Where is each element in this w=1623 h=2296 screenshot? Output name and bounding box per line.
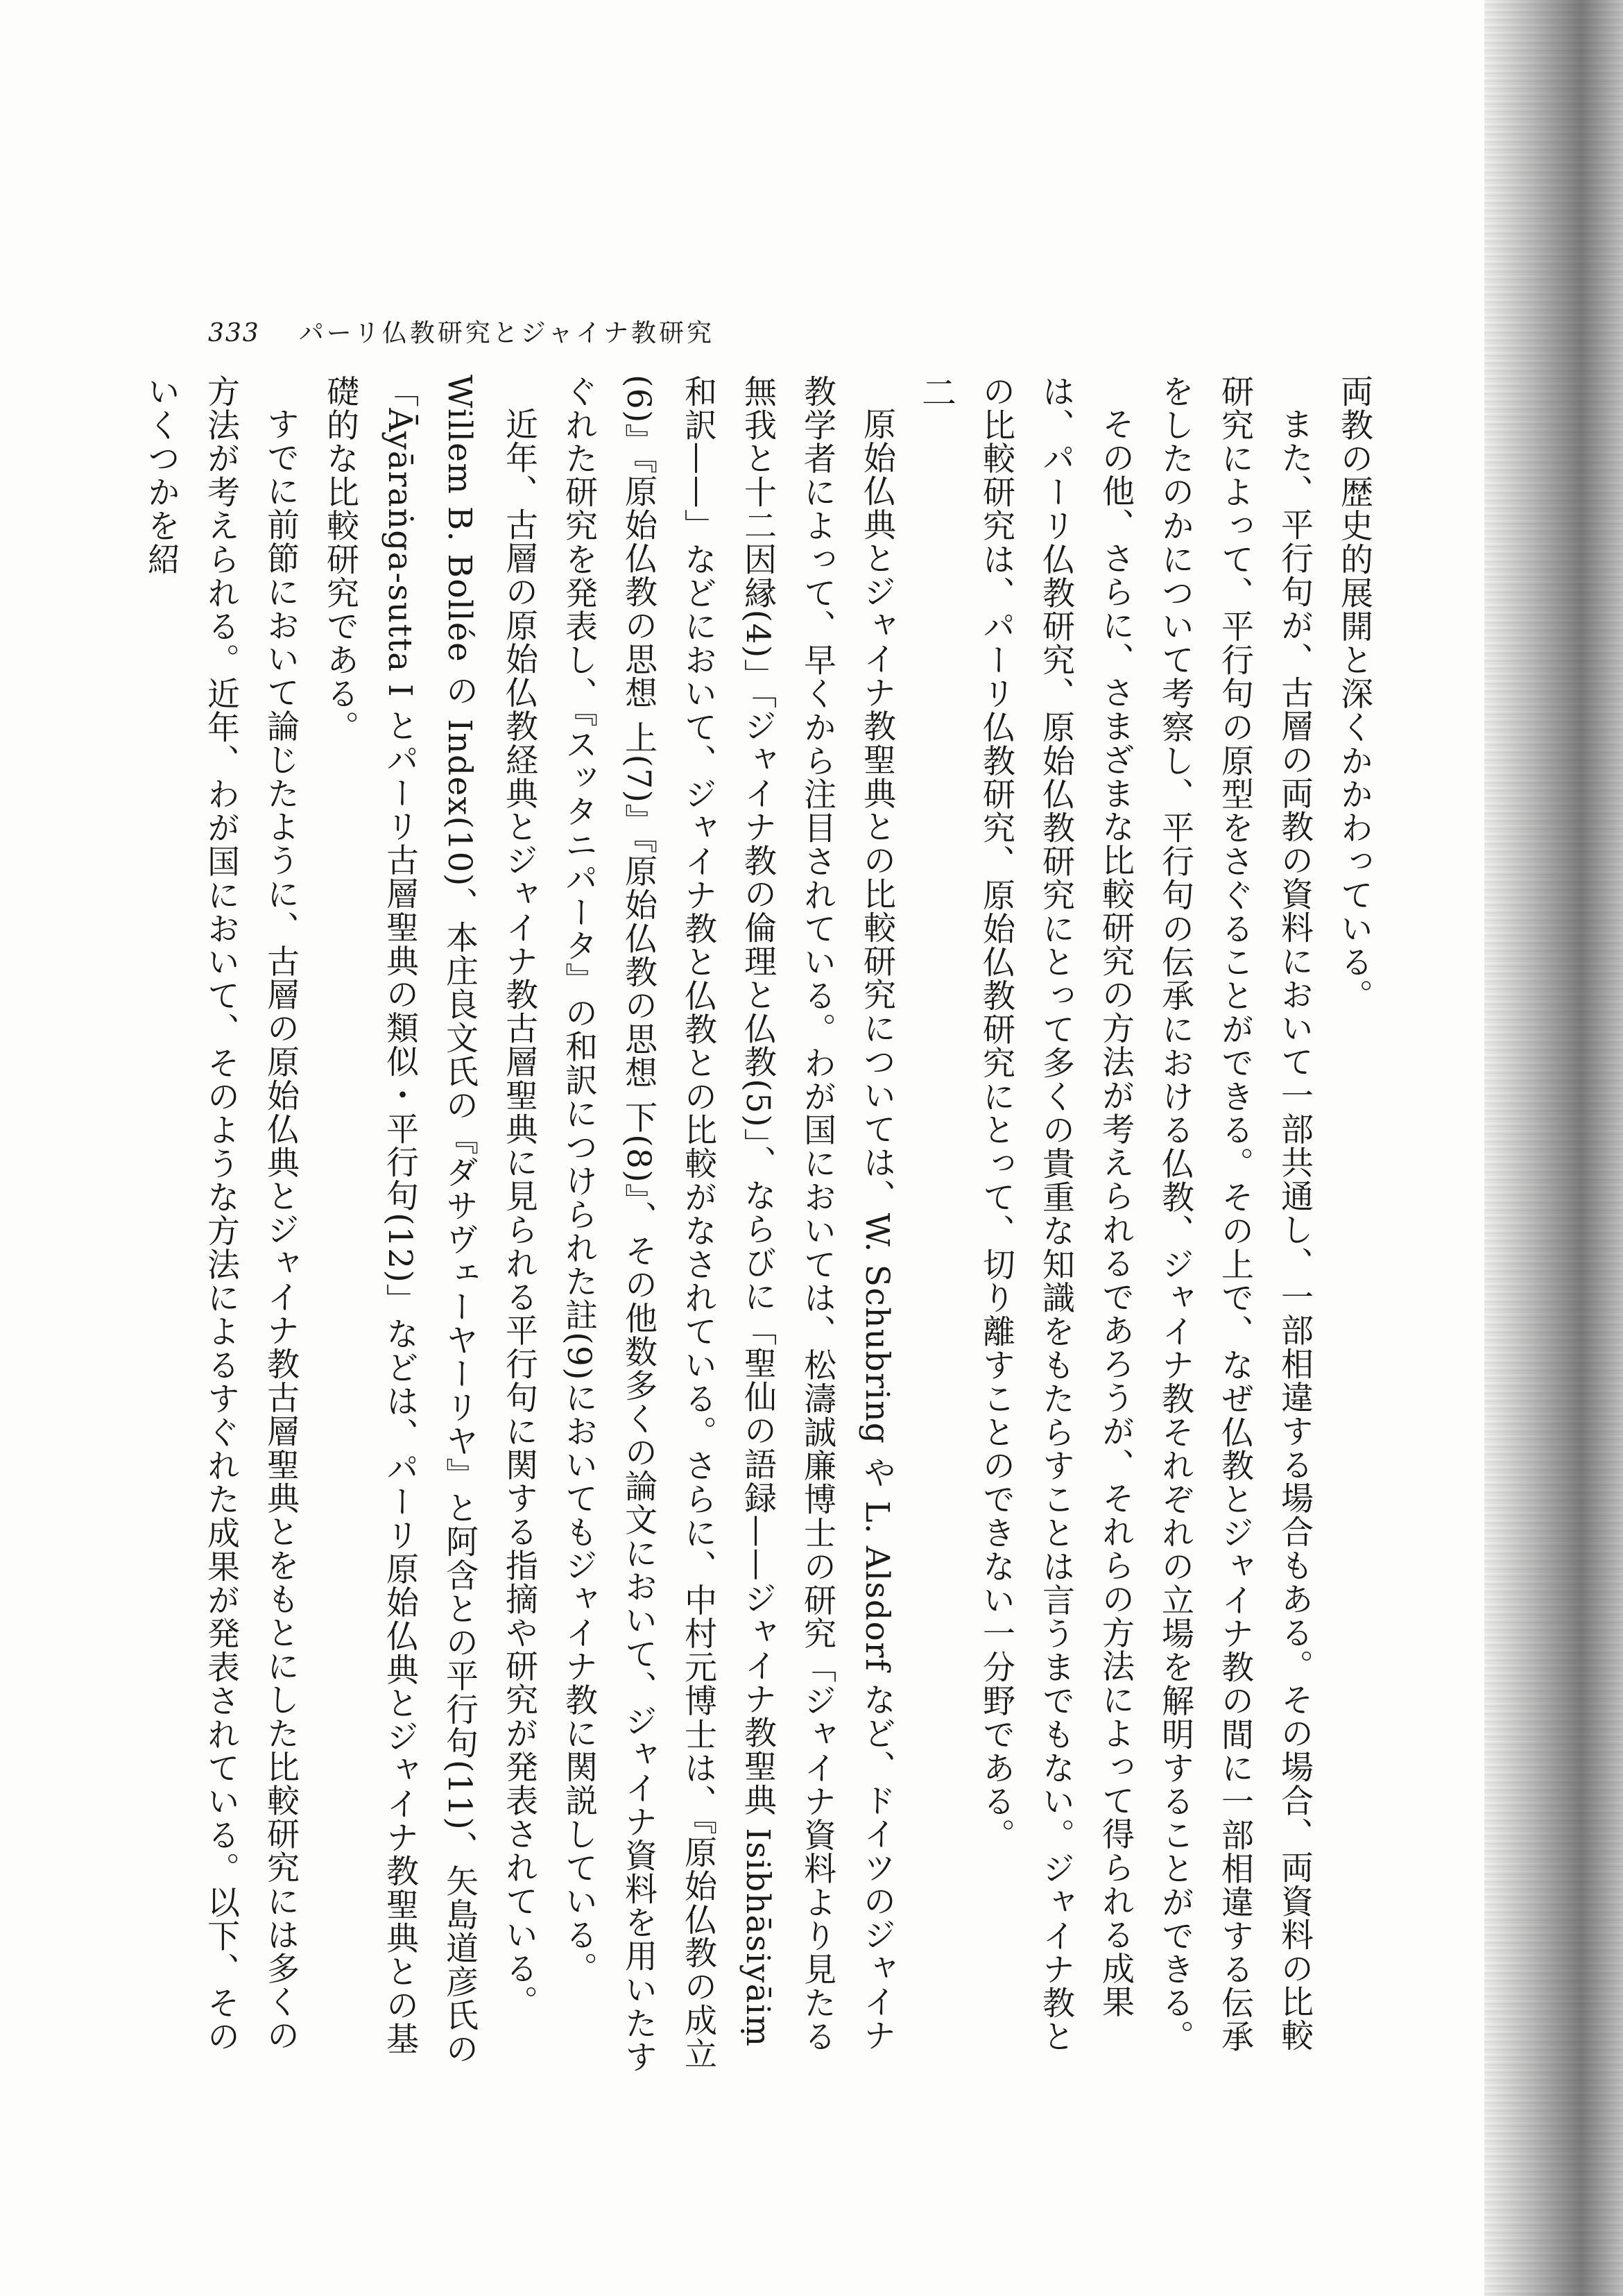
- paragraph: すでに前節において論じたように、古層の原始仏典とジャイナ教古層聖典とをもとにした比較研究には多くの方法が考えられる。近年、わが国において、そのような方法によるすぐれた成果が発表されている。以下、そのいくつかを紹: [142, 375, 300, 2053]
- running-title: パーリ仏教研究とジャイナ教研究: [298, 319, 714, 348]
- scan-binding-shadow: [1484, 0, 1623, 2296]
- section-heading: 二: [916, 375, 956, 412]
- paragraph: 両教の歴史的展開と深くかかわっている。: [1335, 375, 1373, 1013]
- vertical-text-body: [142, 375, 1384, 2081]
- paragraph: 原始仏典とジャイナ教聖典との比較研究については、W. Schubring や L. Alsdorf など、ドイツのジャイナ教学者によって、早くから注目されている。わが国においては、松濤誠廉博士の研究「ジャイナ資料より見たる無我と十二因縁(4)」「ジャイナ教の倫理と仏教(5)」、ならびに「聖仙の語録——ジャイナ教聖典 Isibhāsiyāiṃ 和訳——」などにおいて、ジャイナ教と仏教との比較がなされている。さらに、中村元博士は、『原始仏教の成立(6)』『原始仏教の思想 上(7)』『原始仏教の思想 下(8)』、その他数多くの論文において、ジャイナ資料を用いたすぐれた研究を発表し、『スッタニパータ』の和訳につけられた註(9)においてもジャイナ教に関説している。: [560, 375, 896, 2074]
- page-number: 333: [208, 319, 260, 348]
- page-header: [208, 314, 714, 355]
- paragraph: その他、さらに、さまざまな比較研究の方法が考えられるであろうが、それらの方法によって得られる成果は、パーリ仏教研究、原始仏教研究にとって多くの貴重な知識をもたらすことは言うまでもない。ジャイナ教との比較研究は、パーリ仏教研究、原始仏教研究にとって、切り離すことのできない一分野である。: [977, 375, 1135, 2053]
- paragraph: また、平行句が、古層の両教の資料において一部共通し、一部相違する場合もある。その場合、両資料の比較研究によって、平行句の原型をさぐることができる。その上で、なぜ仏教とジャイナ教の間に一部相違する伝承をしたのかについて考察し、平行句の伝承における仏教、ジャイナ教それぞれの立場を解明することができる。: [1156, 375, 1314, 2053]
- paragraph: 近年、古層の原始仏教経典とジャイナ教古層聖典に見られる平行句に関する指摘や研究が発表されている。Willem B. Bollée の Index(10)、本庄良文氏の『ダサヴェーヤーリヤ』と阿含との平行句(11)、矢島道彦氏の「Āyāraṅga-sutta I とパーリ古層聖典の類似・平行句(12)」などは、パーリ原始仏典とジャイナ教聖典との基礎的な比較研究である。: [321, 375, 538, 2066]
